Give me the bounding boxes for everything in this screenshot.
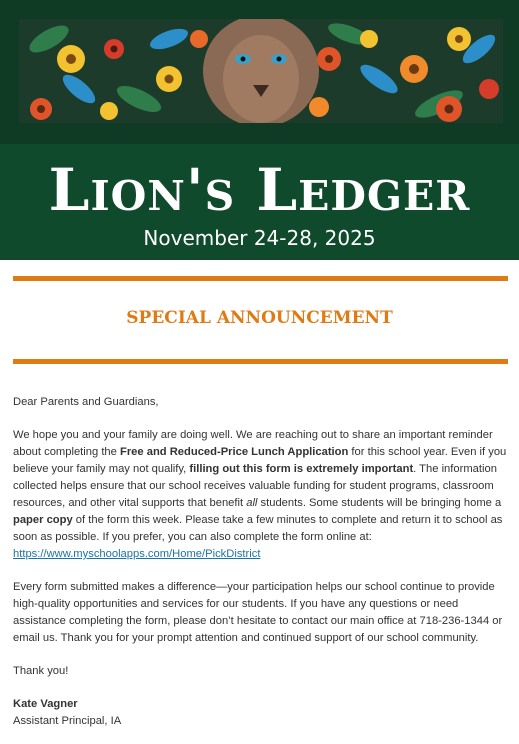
hero-banner — [0, 0, 519, 144]
top-divider — [13, 276, 508, 281]
online-form-link[interactable]: https://www.myschoolapps.com/Home/PickDistrict — [13, 548, 261, 560]
signer-name: Kate Vagner — [13, 698, 78, 710]
thanks: Thank you! — [13, 665, 69, 677]
p1-bold-paper-copy: paper copy — [13, 514, 73, 526]
masthead — [0, 144, 519, 260]
p1-text-a: We hope you and your family are doing well. We are reaching out to share an important reminder about completing the — [13, 429, 493, 458]
newsletter-title: Lion's Ledger — [48, 156, 471, 224]
lion-floral-illustration — [19, 19, 503, 123]
newsletter-date: November 24-28, 2025 — [143, 226, 376, 250]
p1-text-g: students. Some students will be bringing home a — [257, 497, 502, 509]
letter-body — [13, 394, 507, 730]
paragraph-1 — [13, 427, 507, 563]
signer-title: Assistant Principal, IA — [13, 715, 122, 727]
p1-italic-all: all — [246, 497, 258, 509]
paragraph-2: Every form submitted makes a difference—your participation helps our school continue to provide high-quality opportunities and services for our students. If you have any questions or need assistance completing the form, please don’t hesitate to contact our main office at 718-236-1344 or email us. Thank you for your prompt attention and continued support of our school community. — [13, 581, 503, 644]
greeting: Dear Parents and Guardians, — [13, 396, 159, 408]
section-heading: SPECIAL ANNOUNCEMENT — [126, 308, 393, 328]
p1-text-c: for this school year. Even if you believe your family may not qualify, — [13, 446, 507, 475]
p1-bold-important: filling out this form is extremely important — [189, 463, 414, 475]
bottom-divider — [13, 359, 508, 364]
p1-text-i: of the form this week. Please take a few minutes to complete and return it to school as soon as possible. If you prefer, you can also complete the form online at: — [13, 514, 503, 543]
p1-text-e: . The information collected helps ensure that our school receives valuable funding for student programs, classroom resources, and other vital supports that benefit — [13, 463, 497, 509]
p1-bold-application: Free and Reduced-Price Lunch Application — [119, 446, 349, 458]
